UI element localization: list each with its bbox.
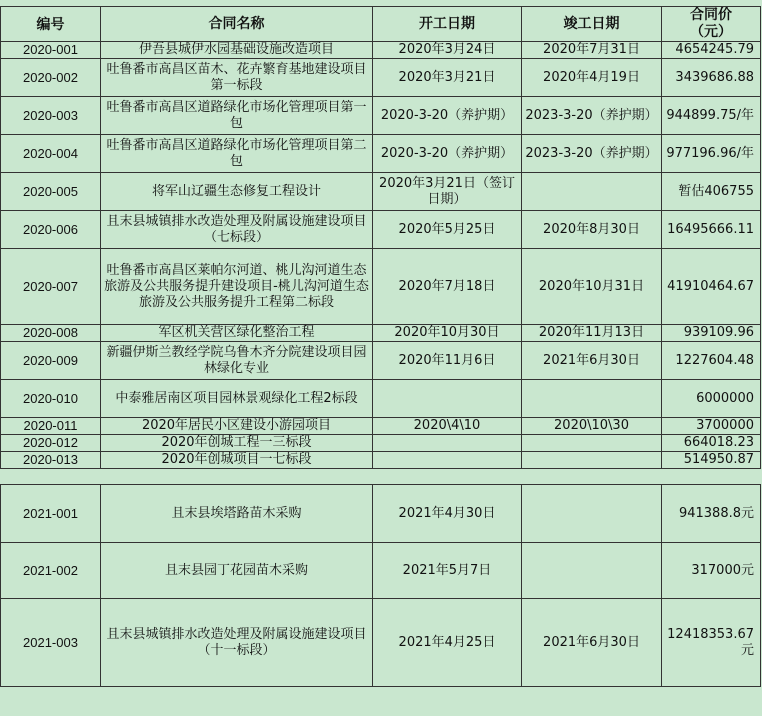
contract-id-cell[interactable]: 2021-002	[1, 543, 101, 599]
contract-name-cell[interactable]: 吐鲁番市高昌区道路绿化市场化管理项目第一包	[101, 97, 373, 135]
contract-price-cell[interactable]: 944899.75/年	[662, 97, 761, 135]
start-date-cell[interactable]: 2021年4月30日	[373, 485, 522, 543]
contract-name-cell[interactable]: 伊吾县城伊水园基础设施改造项目	[101, 42, 373, 59]
contract-price-cell[interactable]: 317000元	[662, 543, 761, 599]
contract-price-cell[interactable]: 12418353.67元	[662, 599, 761, 687]
start-date-cell[interactable]: 2020年7月18日	[373, 249, 522, 325]
table-row	[1, 97, 761, 135]
contract-name-cell[interactable]: 且末县园丁花园苗木采购	[101, 543, 373, 599]
contract-id-cell[interactable]: 2020-009	[1, 342, 101, 380]
contract-id-cell[interactable]: 2021-003	[1, 599, 101, 687]
table-row	[1, 211, 761, 249]
table-row	[1, 135, 761, 173]
contract-name-cell[interactable]: 新疆伊斯兰教经学院乌鲁木齐分院建设项目园林绿化专业	[101, 342, 373, 380]
contract-id-cell[interactable]: 2020-003	[1, 97, 101, 135]
contract-name-cell[interactable]: 吐鲁番市高昌区莱帕尔河道、桃儿沟河道生态旅游及公共服务提升建设项目-桃儿沟河道生态旅游及公共服务提升工程第二标段	[101, 249, 373, 325]
start-date-cell[interactable]: 2021年4月25日	[373, 599, 522, 687]
end-date-cell[interactable]	[522, 452, 662, 469]
header-row	[1, 7, 761, 42]
contract-price-cell[interactable]: 3700000	[662, 418, 761, 435]
empty-cell[interactable]	[373, 469, 522, 485]
table-row	[1, 599, 761, 687]
contract-name-cell[interactable]: 且末县埃塔路苗木采购	[101, 485, 373, 543]
contract-name-cell[interactable]: 2020年创城工程一三标段	[101, 435, 373, 452]
table-row	[1, 452, 761, 469]
contract-id-cell[interactable]: 2020-006	[1, 211, 101, 249]
header-cell-4[interactable]: 合同价 （元）	[662, 7, 761, 42]
contract-price-cell[interactable]: 664018.23	[662, 435, 761, 452]
start-date-cell[interactable]: 2020年11月6日	[373, 342, 522, 380]
contract-id-cell[interactable]: 2020-004	[1, 135, 101, 173]
start-date-cell[interactable]: 2021年5月7日	[373, 543, 522, 599]
table-row	[1, 380, 761, 418]
contract-price-cell[interactable]: 4654245.79	[662, 42, 761, 59]
end-date-cell[interactable]	[522, 173, 662, 211]
contract-id-cell[interactable]: 2020-001	[1, 42, 101, 59]
table-row	[1, 325, 761, 342]
table-row	[1, 435, 761, 452]
table-row	[1, 173, 761, 211]
start-date-cell[interactable]: 2020年3月24日	[373, 42, 522, 59]
start-date-cell[interactable]: 2020年10月30日	[373, 325, 522, 342]
contract-name-cell[interactable]: 2020年创城项目一七标段	[101, 452, 373, 469]
contract-id-cell[interactable]: 2020-010	[1, 380, 101, 418]
contract-name-cell[interactable]: 吐鲁番市高昌区道路绿化市场化管理项目第二包	[101, 135, 373, 173]
end-date-cell[interactable]	[522, 380, 662, 418]
contract-id-cell[interactable]: 2020-008	[1, 325, 101, 342]
end-date-cell[interactable]	[522, 435, 662, 452]
contract-id-cell[interactable]: 2020-013	[1, 452, 101, 469]
end-date-cell[interactable]: 2023-3-20（养护期）	[522, 135, 662, 173]
end-date-cell[interactable]	[522, 543, 662, 599]
contract-name-cell[interactable]: 将军山辽疆生态修复工程设计	[101, 173, 373, 211]
contract-price-cell[interactable]: 3439686.88	[662, 59, 761, 97]
contract-name-cell[interactable]: 2020年居民小区建设小游园项目	[101, 418, 373, 435]
contract-price-cell[interactable]: 941388.8元	[662, 485, 761, 543]
end-date-cell[interactable]: 2020年10月31日	[522, 249, 662, 325]
table-row	[1, 342, 761, 380]
table-row	[1, 59, 761, 97]
contract-name-cell[interactable]: 且末县城镇排水改造处理及附属设施建设项目（十一标段）	[101, 599, 373, 687]
contract-id-cell[interactable]: 2020-012	[1, 435, 101, 452]
contract-id-cell[interactable]: 2020-005	[1, 173, 101, 211]
header-cell-2[interactable]: 开工日期	[373, 7, 522, 42]
start-date-cell[interactable]	[373, 452, 522, 469]
contract-id-cell[interactable]: 2021-001	[1, 485, 101, 543]
start-date-cell[interactable]: 2020年3月21日（签订日期）	[373, 173, 522, 211]
end-date-cell[interactable]: 2020年11月13日	[522, 325, 662, 342]
end-date-cell[interactable]: 2020年7月31日	[522, 42, 662, 59]
empty-cell[interactable]	[522, 469, 662, 485]
start-date-cell[interactable]: 2020-3-20（养护期）	[373, 135, 522, 173]
start-date-cell[interactable]: 2020年5月25日	[373, 211, 522, 249]
start-date-cell[interactable]: 2020-3-20（养护期）	[373, 97, 522, 135]
empty-cell[interactable]	[1, 469, 101, 485]
contract-id-cell[interactable]: 2020-002	[1, 59, 101, 97]
contract-price-cell[interactable]: 939109.96	[662, 325, 761, 342]
contract-price-cell[interactable]: 41910464.67	[662, 249, 761, 325]
end-date-cell[interactable]: 2020\10\30	[522, 418, 662, 435]
end-date-cell[interactable]: 2021年6月30日	[522, 342, 662, 380]
end-date-cell[interactable]	[522, 485, 662, 543]
start-date-cell[interactable]: 2020年3月21日	[373, 59, 522, 97]
table-row	[1, 543, 761, 599]
contract-id-cell[interactable]: 2020-007	[1, 249, 101, 325]
start-date-cell[interactable]	[373, 435, 522, 452]
table-row	[1, 485, 761, 543]
end-date-cell[interactable]: 2020年8月30日	[522, 211, 662, 249]
table-row	[1, 418, 761, 435]
contract-name-cell[interactable]: 军区机关营区绿化整治工程	[101, 325, 373, 342]
empty-cell[interactable]	[101, 469, 373, 485]
contract-price-cell[interactable]: 514950.87	[662, 452, 761, 469]
contract-price-cell[interactable]: 1227604.48	[662, 342, 761, 380]
spacer-row	[1, 469, 761, 485]
end-date-cell[interactable]: 2021年6月30日	[522, 599, 662, 687]
contract-name-cell[interactable]: 中泰雅居南区项目园林景观绿化工程2标段	[101, 380, 373, 418]
contract-price-cell[interactable]: 6000000	[662, 380, 761, 418]
header-cell-0[interactable]: 编号	[1, 7, 101, 42]
header-cell-1[interactable]: 合同名称	[101, 7, 373, 42]
contract-id-cell[interactable]: 2020-011	[1, 418, 101, 435]
contract-table	[0, 6, 761, 687]
contract-price-cell[interactable]: 977196.96/年	[662, 135, 761, 173]
contract-price-cell[interactable]: 暂估406755	[662, 173, 761, 211]
table-row	[1, 249, 761, 325]
start-date-cell[interactable]: 2020\4\10	[373, 418, 522, 435]
contract-name-cell[interactable]: 且末县城镇排水改造处理及附属设施建设项目（七标段）	[101, 211, 373, 249]
start-date-cell[interactable]	[373, 380, 522, 418]
header-cell-3[interactable]: 竣工日期	[522, 7, 662, 42]
contract-price-cell[interactable]: 16495666.11	[662, 211, 761, 249]
end-date-cell[interactable]: 2023-3-20（养护期）	[522, 97, 662, 135]
end-date-cell[interactable]: 2020年4月19日	[522, 59, 662, 97]
table-row	[1, 42, 761, 59]
empty-cell[interactable]	[662, 469, 761, 485]
contract-name-cell[interactable]: 吐鲁番市高昌区苗木、花卉繁育基地建设项目第一标段	[101, 59, 373, 97]
